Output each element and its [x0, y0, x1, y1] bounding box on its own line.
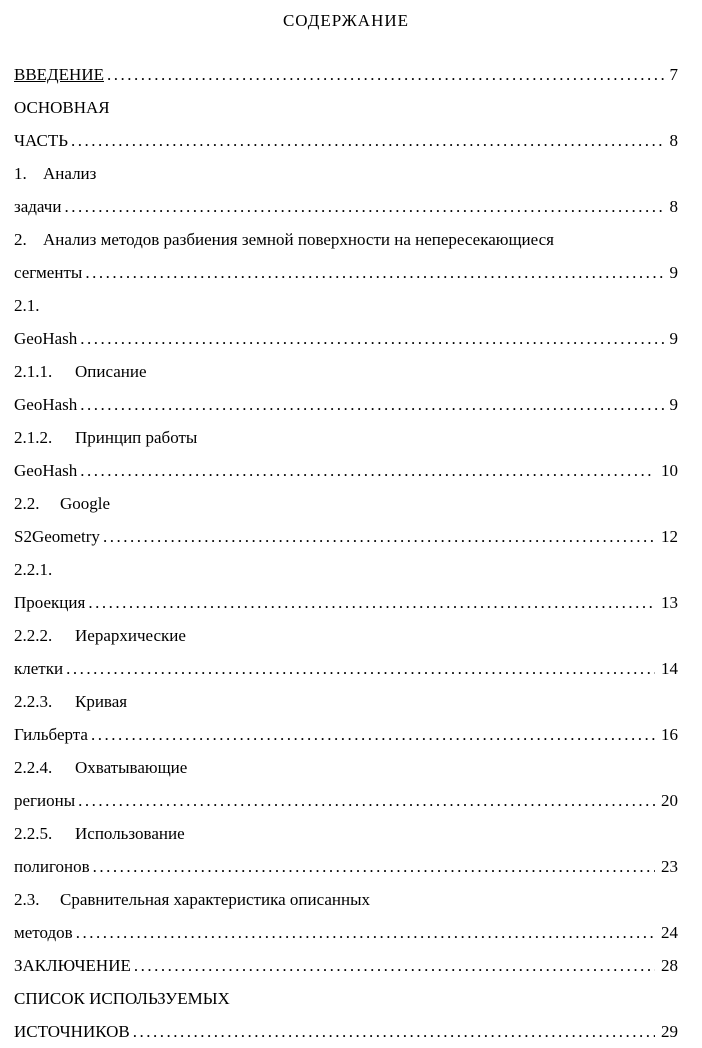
toc-entry-2-2-4[interactable] — [14, 751, 678, 817]
toc-entry-2-1[interactable] — [14, 289, 678, 355]
toc-page-number: 9 — [664, 322, 679, 355]
dot-leader — [77, 329, 678, 348]
toc-entry-number: 1. — [14, 164, 27, 183]
toc-entry-label: GeoHash — [14, 329, 78, 348]
page-title: СОДЕРЖАНИЕ — [282, 11, 410, 30]
dot-leader — [75, 791, 678, 810]
toc-page-number: 12 — [655, 520, 678, 553]
toc-entry-label: Сравнительная характеристика описанных методов — [14, 890, 370, 942]
dot-leader — [100, 527, 678, 546]
dot-leader — [90, 857, 678, 876]
toc-entry-label: Использование полигонов — [14, 824, 185, 876]
dot-leader — [77, 395, 678, 414]
toc-entry-number: 2.1.2. — [14, 428, 53, 447]
toc-entry-label: ВВЕДЕНИЕ — [14, 65, 104, 84]
toc-entry-introduction[interactable] — [14, 58, 678, 91]
dot-leader — [85, 593, 678, 612]
toc-entry-label: ОСНОВНАЯ ЧАСТЬ — [14, 98, 110, 150]
dot-leader — [82, 263, 678, 282]
toc-page-number: 16 — [655, 718, 678, 751]
toc-entry-2-1-2[interactable] — [14, 421, 678, 487]
toc-page-number: 8 — [664, 190, 679, 223]
toc-entry-label: СПИСОК ИСПОЛЬЗУЕМЫХ ИСТОЧНИКОВ — [14, 989, 230, 1041]
toc-entry-label: ЗАКЛЮЧЕНИЕ — [14, 956, 131, 975]
toc-page-number: 10 — [655, 454, 678, 487]
toc-page-number: 9 — [664, 256, 679, 289]
toc-entry-number: 2.2.3. — [14, 692, 53, 711]
toc-entry-number: 2.3. — [14, 890, 40, 909]
toc-page-number: 9 — [664, 388, 679, 421]
toc-entry-references[interactable] — [14, 982, 678, 1048]
toc-entry-label: Анализ задачи — [14, 164, 97, 216]
toc-entry-2-2-1[interactable] — [14, 553, 678, 619]
toc-page-number: 23 — [655, 850, 678, 883]
toc-entry-number: 2.2.5. — [14, 824, 53, 843]
toc-entry-2-3[interactable] — [14, 883, 678, 949]
toc-page-number: 24 — [655, 916, 678, 949]
toc-entry-label: Кривая Гильберта — [14, 692, 128, 744]
toc-page-number: 14 — [655, 652, 678, 685]
toc-entry-conclusion[interactable] — [14, 949, 678, 982]
toc-entry-label: Анализ методов разбиения земной поверхности на непересекающиеся сегменты — [14, 230, 554, 282]
toc-entry-1[interactable] — [14, 157, 678, 223]
toc-entry-label: Принцип работы GeoHash — [14, 428, 198, 480]
toc-entry-label: Описание GeoHash — [14, 362, 147, 414]
toc-entry-label: Охватывающие регионы — [14, 758, 188, 810]
dot-leader — [61, 197, 678, 216]
toc-entry-2-2-2[interactable] — [14, 619, 678, 685]
toc-entry-label: Проекция — [14, 593, 86, 612]
toc-page-number: 28 — [655, 949, 678, 982]
toc-entry-2[interactable] — [14, 223, 678, 289]
toc-entry-number: 2.2.1. — [14, 560, 53, 579]
dot-leader — [68, 131, 678, 150]
toc-page-number: 13 — [655, 586, 678, 619]
toc-entry-2-1-1[interactable] — [14, 355, 678, 421]
toc-entry-number: 2.2.2. — [14, 626, 53, 645]
toc-entry-number: 2.2. — [14, 494, 40, 513]
toc-entry-number: 2.2.4. — [14, 758, 53, 777]
dot-leader — [131, 956, 678, 975]
dot-leader — [88, 725, 678, 744]
dot-leader — [63, 659, 678, 678]
toc-entry-2-2-3[interactable] — [14, 685, 678, 751]
toc-page-number: 8 — [664, 124, 679, 157]
dot-leader — [77, 461, 678, 480]
dot-leader — [104, 65, 678, 84]
toc-entry-number: 2. — [14, 230, 27, 249]
toc-entry-number: 2.1.1. — [14, 362, 53, 381]
toc-entry-2-2[interactable] — [14, 487, 678, 553]
dot-leader — [73, 923, 678, 942]
toc-entry-label: Иерархические клетки — [14, 626, 186, 678]
toc-page-number: 20 — [655, 784, 678, 817]
toc-page-number: 29 — [655, 1015, 678, 1048]
toc-entry-number: 2.1. — [14, 296, 40, 315]
table-of-contents — [14, 58, 678, 1048]
toc-entry-main-part[interactable] — [14, 91, 678, 157]
toc-entry-2-2-5[interactable] — [14, 817, 678, 883]
toc-entry-label: Google S2Geometry — [14, 494, 111, 546]
dot-leader — [130, 1022, 678, 1041]
toc-page-number: 7 — [664, 58, 679, 91]
